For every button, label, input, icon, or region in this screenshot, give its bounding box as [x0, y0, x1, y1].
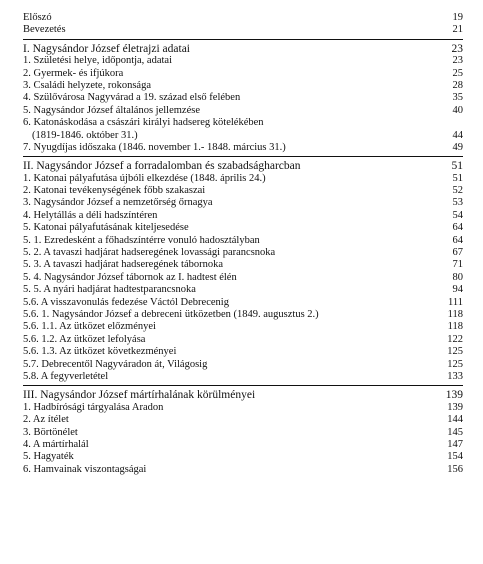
toc-entry-page: 71 — [452, 259, 463, 271]
table-of-contents — [23, 12, 463, 476]
toc-entry[interactable] — [23, 309, 463, 321]
toc-entry[interactable] — [23, 117, 463, 129]
toc-entry-page: 139 — [445, 389, 463, 402]
toc-entry-page: 51 — [451, 160, 463, 173]
toc-entry[interactable] — [23, 464, 463, 476]
toc-entry-page: 40 — [452, 104, 463, 116]
section-divider — [23, 156, 463, 157]
toc-entry[interactable] — [23, 427, 463, 439]
toc-entry-title: 5.6. 1.1. Az ütközet előzményei — [23, 321, 156, 333]
toc-entry[interactable] — [23, 439, 463, 451]
toc-entry-page: 64 — [452, 222, 463, 234]
toc-entry-title: 4. A mártírhalál — [23, 438, 89, 450]
toc-entry-page: 118 — [447, 308, 463, 320]
toc-entry-title: 5.6. 1. Nagysándor József a debreceni ütközetben (1849. augusztus 2.) — [23, 308, 319, 320]
toc-entry-page: 54 — [452, 209, 463, 221]
toc-entry[interactable] — [23, 92, 463, 104]
toc-entry-title: 5. 2. A tavaszi hadjárat hadseregének lovassági parancsnoka — [23, 247, 276, 259]
toc-entry-page: 94 — [452, 284, 463, 296]
toc-entry-title: 2. Az ítélet — [23, 414, 69, 426]
toc-entry[interactable] — [23, 272, 463, 284]
toc-entry[interactable] — [23, 68, 463, 80]
toc-section-heading[interactable] — [23, 160, 463, 172]
toc-entry-page: 44 — [452, 129, 463, 141]
toc-entry-title: 5. 1. Ezredesként a főhadszíntérre vonuló hadosztályban — [23, 234, 260, 246]
toc-entry-title: 7. Nyugdíjas időszaka (1846. november 1.- 1848. március 31.) — [23, 141, 286, 153]
section-divider — [23, 385, 463, 386]
toc-entry-title: 2. Katonai tevékenységének főbb szakaszai — [23, 185, 206, 197]
toc-entry[interactable] — [23, 173, 463, 185]
toc-entry[interactable] — [23, 80, 463, 92]
toc-entry-title: (1819-1846. október 31.) — [32, 129, 138, 141]
toc-entry-title: 6. Katonáskodása a császári királyi hadsereg kötelékében — [23, 117, 264, 129]
toc-entry-title: 5. Nagysándor József általános jellemzése — [23, 104, 200, 116]
toc-entry-title: 2. Gyermek- és ifjúkora — [23, 67, 124, 79]
toc-entry-page: 111 — [448, 296, 463, 308]
toc-entry-title: 5. Hagyaték — [23, 451, 74, 463]
toc-entry-title: 4. Helytállás a déli hadszíntéren — [23, 209, 158, 221]
toc-entry[interactable] — [23, 105, 463, 117]
toc-entry[interactable] — [23, 284, 463, 296]
toc-entry-foreword[interactable] — [23, 12, 463, 24]
toc-entry-page: 67 — [452, 247, 463, 259]
toc-entry[interactable] — [23, 222, 463, 234]
toc-entry-title: 5.6. A visszavonulás fedezése Váctól Debrecenig — [23, 296, 229, 308]
toc-entry-page: 156 — [447, 463, 463, 475]
toc-entry[interactable] — [23, 235, 463, 247]
toc-entry[interactable] — [23, 451, 463, 463]
toc-entry-page: 139 — [447, 401, 463, 413]
toc-entry[interactable] — [23, 259, 463, 271]
toc-entry-page: 25 — [452, 67, 463, 79]
toc-entry-page: 118 — [447, 321, 463, 333]
toc-entry-title: 5. 3. A tavaszi hadjárat hadseregének tábornoka — [23, 259, 224, 271]
toc-entry-introduction[interactable] — [23, 24, 463, 36]
toc-entry-title: Bevezetés — [23, 24, 66, 36]
toc-entry-title: 5. Katonai pályafutásának kiteljesedése — [23, 222, 189, 234]
toc-entry-title: 3. Nagysándor József a nemzetőrség őrnagya — [23, 197, 213, 209]
toc-entry[interactable] — [23, 321, 463, 333]
toc-entry-page: 21 — [452, 24, 463, 36]
toc-entry[interactable] — [23, 197, 463, 209]
toc-entry[interactable] — [23, 185, 463, 197]
toc-section-heading[interactable] — [23, 43, 463, 55]
toc-entry[interactable] — [23, 359, 463, 371]
toc-entry-page: 125 — [447, 358, 463, 370]
toc-entry[interactable] — [23, 371, 463, 383]
toc-entry-title: 5. 5. A nyári hadjárat hadtestparancsnoka — [23, 284, 196, 296]
toc-section-heading[interactable] — [23, 389, 463, 401]
toc-entry[interactable] — [23, 247, 463, 259]
toc-entry-title: 5.8. A fegyverletétel — [23, 370, 109, 382]
toc-entry-title: Előszó — [23, 12, 52, 23]
toc-entry-page: 53 — [452, 197, 463, 209]
toc-entry-title: 3. Börtönélet — [23, 426, 78, 438]
toc-entry[interactable] — [23, 297, 463, 309]
toc-entry-page: 23 — [452, 55, 463, 67]
toc-entry-page: 154 — [447, 451, 463, 463]
toc-entry-title: 3. Családi helyzete, rokonsága — [23, 79, 151, 91]
toc-entry-title: 1. Hadbírósági tárgyalása Aradon — [23, 401, 164, 413]
toc-entry-page: 52 — [452, 185, 463, 197]
toc-entry-continuation[interactable] — [23, 130, 463, 142]
toc-entry-title: III. Nagysándor József mártírhalának körülményei — [23, 389, 256, 402]
toc-entry-title: 1. Születési helye, időpontja, adatai — [23, 55, 172, 67]
toc-entry-title: I. Nagysándor József életrajzi adatai — [23, 42, 190, 55]
toc-entry[interactable] — [23, 402, 463, 414]
toc-entry[interactable] — [23, 346, 463, 358]
section-divider — [23, 39, 463, 40]
toc-entry-page: 23 — [451, 42, 463, 55]
toc-entry-title: 5.6. 1.3. Az ütközet következményei — [23, 346, 177, 358]
toc-entry-page: 147 — [447, 438, 463, 450]
toc-entry-page: 19 — [452, 12, 463, 23]
toc-entry-page: 28 — [452, 79, 463, 91]
toc-entry-title: 6. Hamvainak viszontagságai — [23, 463, 147, 475]
toc-entry-page: 133 — [447, 370, 463, 382]
toc-entry-title: 5.7. Debrecentől Nagyváradon át, Világosig — [23, 358, 208, 370]
toc-entry-page: 80 — [452, 271, 463, 283]
toc-entry-page: 144 — [447, 414, 463, 426]
toc-entry-page: 145 — [447, 426, 463, 438]
toc-entry[interactable] — [23, 334, 463, 346]
toc-entry-title: II. Nagysándor József a forradalomban és szabadságharcban — [23, 160, 301, 173]
toc-entry-page: 125 — [447, 346, 463, 358]
toc-entry-title: 5.6. 1.2. Az ütközet lefolyása — [23, 333, 146, 345]
toc-entry[interactable] — [23, 142, 463, 154]
toc-entry-page: 64 — [452, 234, 463, 246]
toc-entry[interactable] — [23, 210, 463, 222]
toc-entry-page: 35 — [452, 92, 463, 104]
toc-entry-page: 122 — [447, 333, 463, 345]
toc-entry-title: 4. Szülővárosa Nagyvárad a 19. század első felében — [23, 92, 241, 104]
toc-entry-page: 49 — [452, 141, 463, 153]
toc-entry[interactable] — [23, 414, 463, 426]
toc-entry-title: 5. 4. Nagysándor József tábornok az I. hadtest élén — [23, 271, 237, 283]
toc-entry[interactable] — [23, 55, 463, 67]
toc-entry-page: 51 — [452, 172, 463, 184]
toc-entry-title: 1. Katonai pályafutása újbóli elkezdése (1848. április 24.) — [23, 172, 266, 184]
